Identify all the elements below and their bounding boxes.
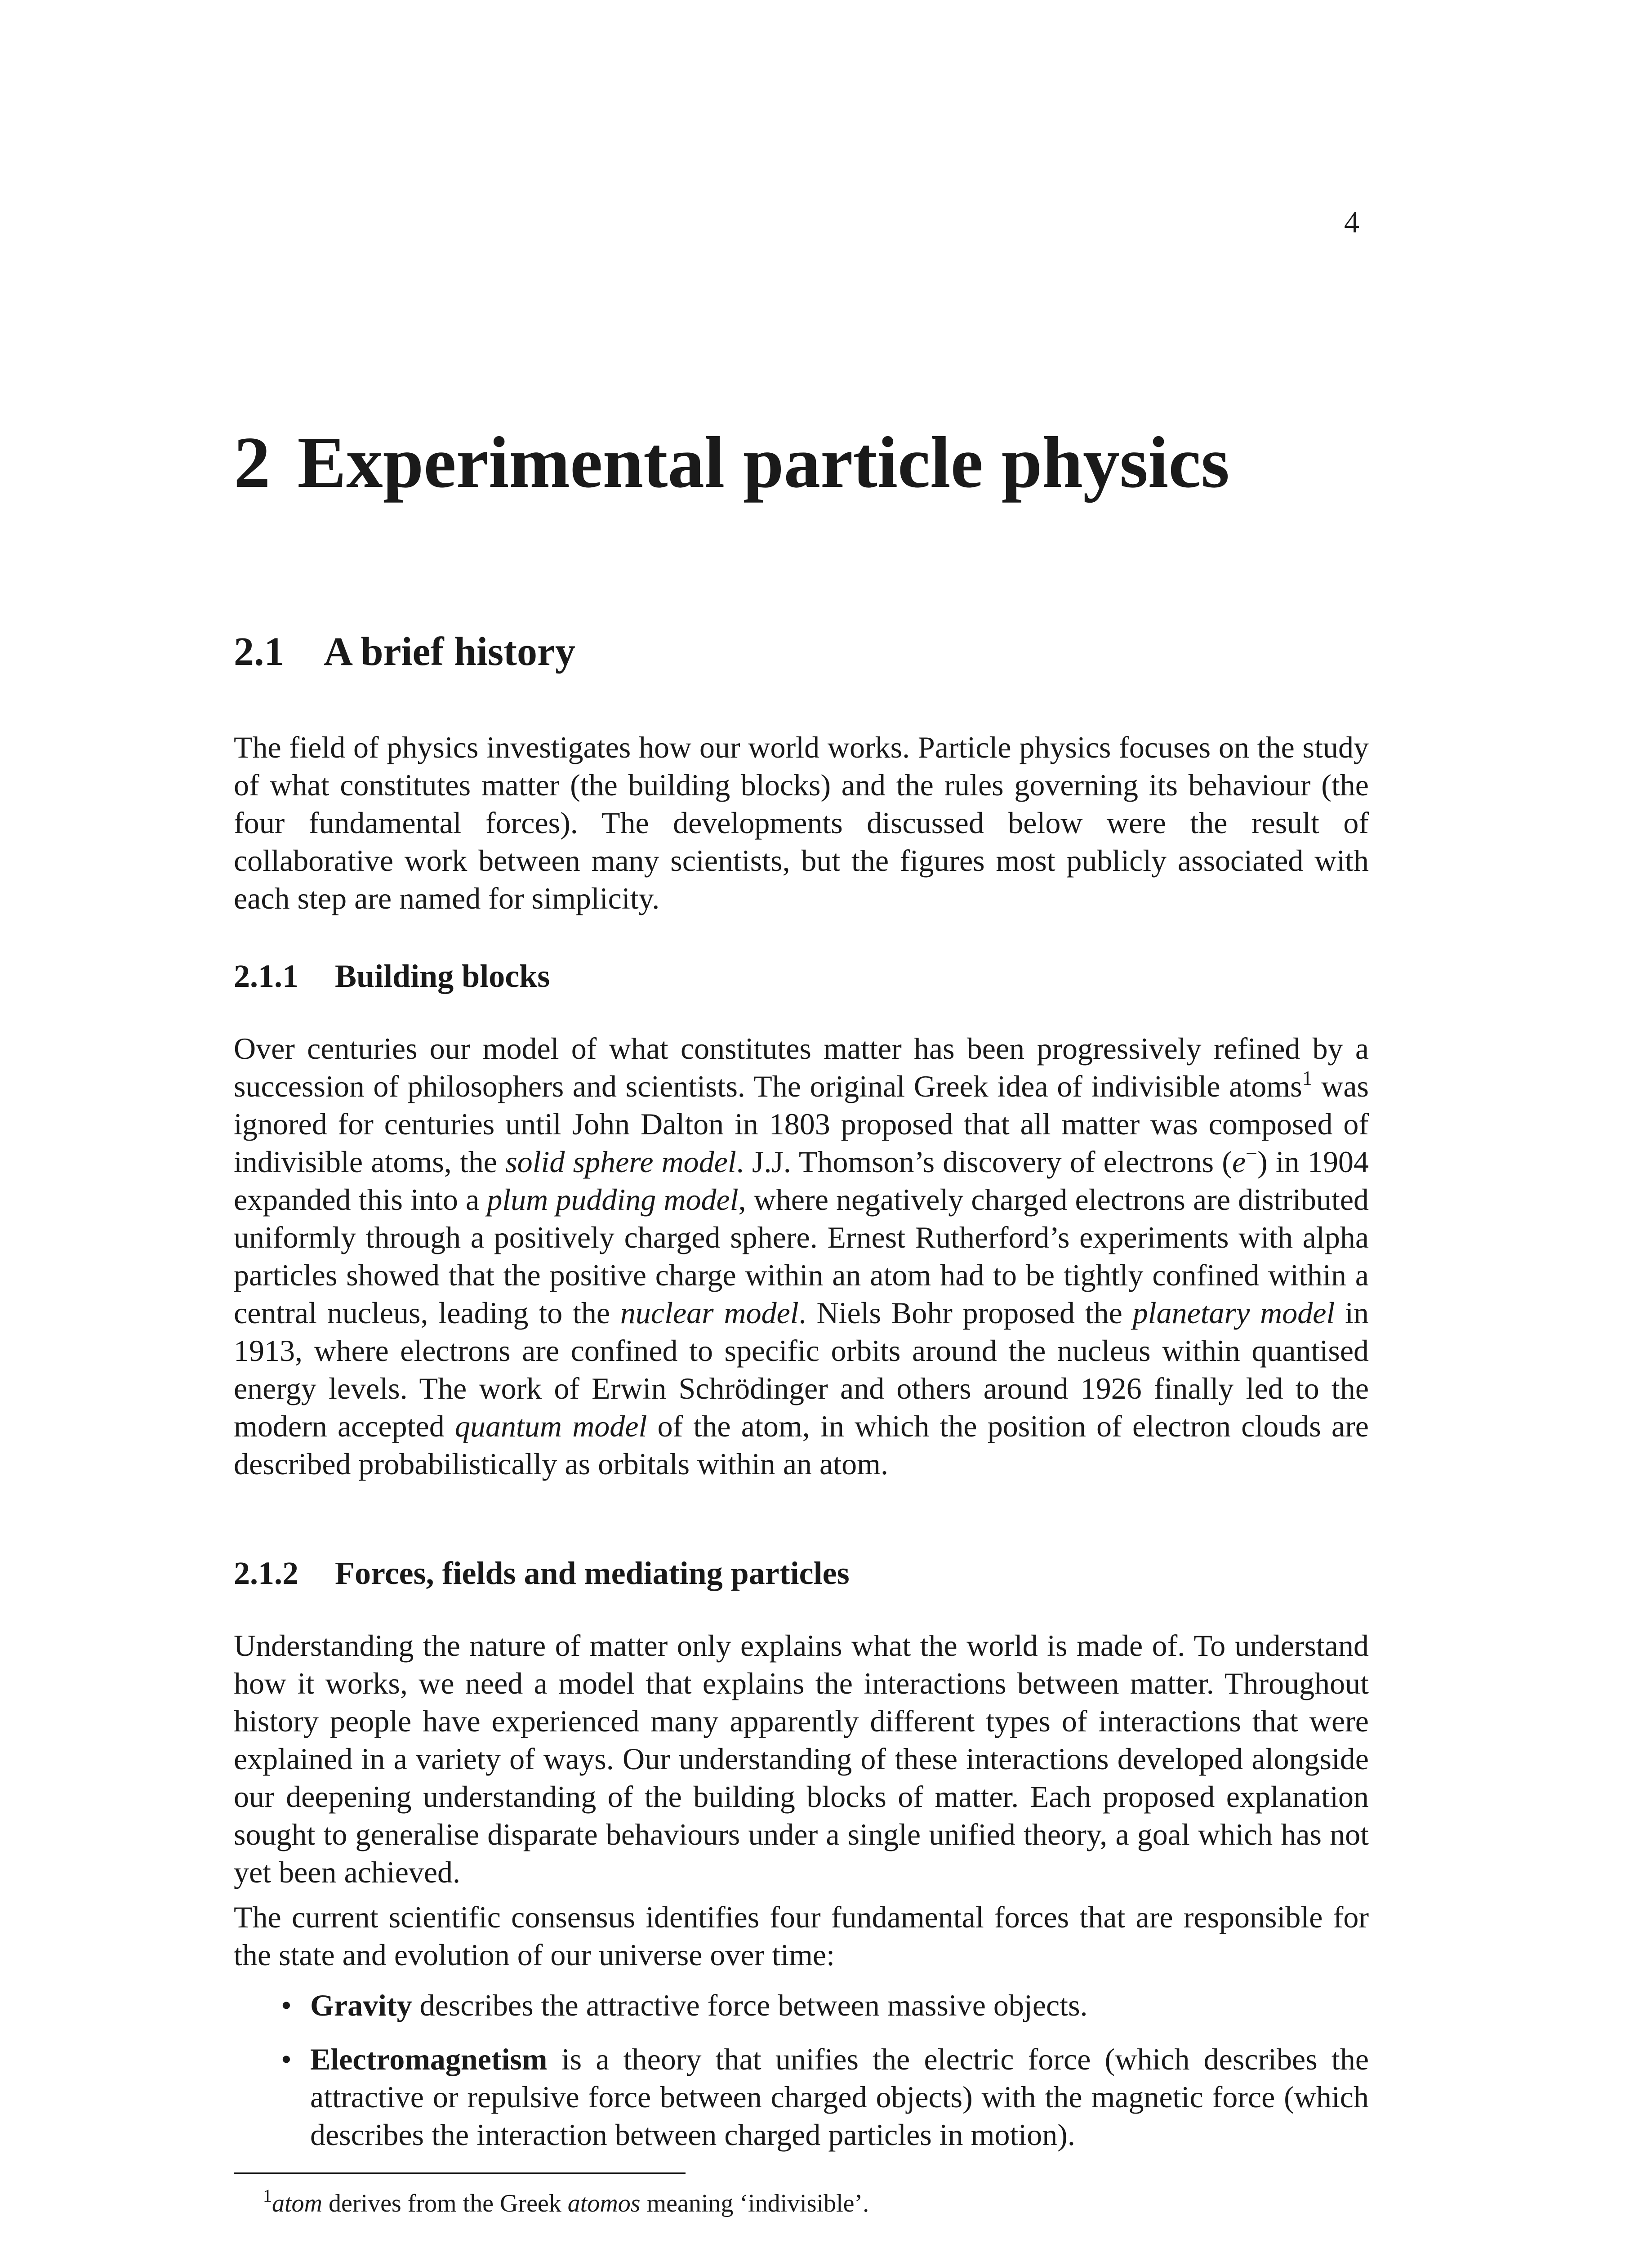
list-item-electromagnetism — [234, 2040, 1369, 2154]
electron-symbol: e — [1232, 1145, 1246, 1179]
footnote-ref: 1 — [1302, 1066, 1313, 1089]
bullet-icon: • — [281, 1988, 292, 2022]
chapter-number: 2 — [234, 422, 271, 503]
emphasis-plum-pudding-model: plum pudding model — [487, 1182, 739, 1217]
chapter-title — [234, 423, 1229, 503]
text-run: , where negatively charged electrons are distributed uniformly through a positively charged sphere. Ernest Rutherford’s experiments with alpha particles showed that the positive charge within an atom had to be tightly confined within a central nucleus, leading to the — [234, 1182, 1369, 1330]
chapter-title-text: Experimental particle physics — [297, 422, 1230, 503]
footnote-text: meaning ‘indivisible’. — [640, 2190, 869, 2217]
text-run: was ignored for centuries until John Dalton in 1803 proposed that all matter was composed of indivisible atoms, the — [234, 1069, 1369, 1179]
subsection-number: 2.1.2 — [234, 1555, 298, 1591]
list-item-text: is a theory that unifies the electric force (which describes the attractive or repulsive force between charged objects) with the magnetic force (which describes the interaction between charged particles in motion). — [310, 2042, 1369, 2152]
emphasis-quantum-model: quantum model — [454, 1409, 647, 1443]
text-run: Over centuries our model of what constitutes matter has been progressively refined by a succession of philosophers and scientists. The original Greek idea of indivisible atoms — [234, 1031, 1369, 1103]
footnote-text: derives from the Greek — [322, 2190, 568, 2217]
subsection-title-text: Forces, fields and mediating particles — [335, 1555, 850, 1591]
forces-list — [234, 1986, 1369, 2170]
emphasis-solid-sphere-model: solid sphere model — [505, 1145, 736, 1179]
footnote — [263, 2186, 869, 2219]
emphasis-planetary-model: planetary model — [1132, 1296, 1335, 1330]
footnote-greek-term: atomos — [567, 2190, 641, 2217]
list-item-term: Electromagnetism — [310, 2042, 548, 2076]
section-title — [234, 629, 575, 674]
forces-paragraph-2: The current scientific consensus identifies four fundamental forces that are responsible for the state and evolution of our universe over time: — [234, 1900, 1369, 1972]
section-intro-paragraph: The field of physics investigates how our world works. Particle physics focuses on the study of what constitutes matter (the building blocks) and the rules governing its behaviour (the four fundamental forces). The developments discussed below were the result of collaborative work between many scientists, but the figures most publicly associated with each step are named for simplicity. — [234, 730, 1369, 915]
emphasis-nuclear-model: nuclear model — [620, 1296, 799, 1330]
text-run: . J.J. Thomson’s discovery of electrons ( — [736, 1145, 1232, 1179]
list-item-text: describes the attractive force between massive objects. — [412, 1988, 1088, 2022]
footnote-term: atom — [272, 2190, 322, 2217]
forces-paragraph-1: Understanding the nature of matter only explains what the world is made of. To understand how it works, we need a model that explains the interactions between matter. Throughout history people have experienced many apparently different types of interactions that were explained in a variety of ways. Our understanding of these interactions developed alongside our deepening understanding of the building blocks of matter. Each proposed explanation sought to generalise disparate behaviours under a single unified theory, a goal which has not yet been achieved. — [234, 1628, 1369, 1889]
text-run: in 1913, where electrons are confined to specific orbits around the nucleus within quantised energy levels. The work of Erwin Schrödinger and others around 1926 finally led to the modern accepted — [234, 1296, 1369, 1443]
list-item-gravity — [234, 1986, 1369, 2024]
text-run: ) in 1904 expanded this into a — [234, 1145, 1369, 1217]
section-number: 2.1 — [234, 629, 285, 674]
subsection-title-text: Building blocks — [335, 958, 550, 994]
footnote-marker: 1 — [263, 2186, 272, 2206]
electron-charge-superscript: − — [1246, 1142, 1258, 1165]
subsection-title-building-blocks — [234, 959, 550, 994]
bullet-icon: • — [281, 2042, 292, 2076]
subsection-number: 2.1.1 — [234, 958, 298, 994]
footnote-divider — [234, 2172, 686, 2174]
building-blocks-paragraph — [234, 1030, 1369, 1483]
text-run: of the atom, in which the position of electron clouds are described probabilistically as orbitals within an atom. — [234, 1409, 1369, 1481]
section-title-text: A brief history — [324, 629, 575, 674]
text-run: . Niels Bohr proposed the — [798, 1296, 1133, 1330]
list-item-term: Gravity — [310, 1988, 412, 2022]
page-number: 4 — [1344, 205, 1359, 239]
subsection-title-forces — [234, 1556, 850, 1591]
